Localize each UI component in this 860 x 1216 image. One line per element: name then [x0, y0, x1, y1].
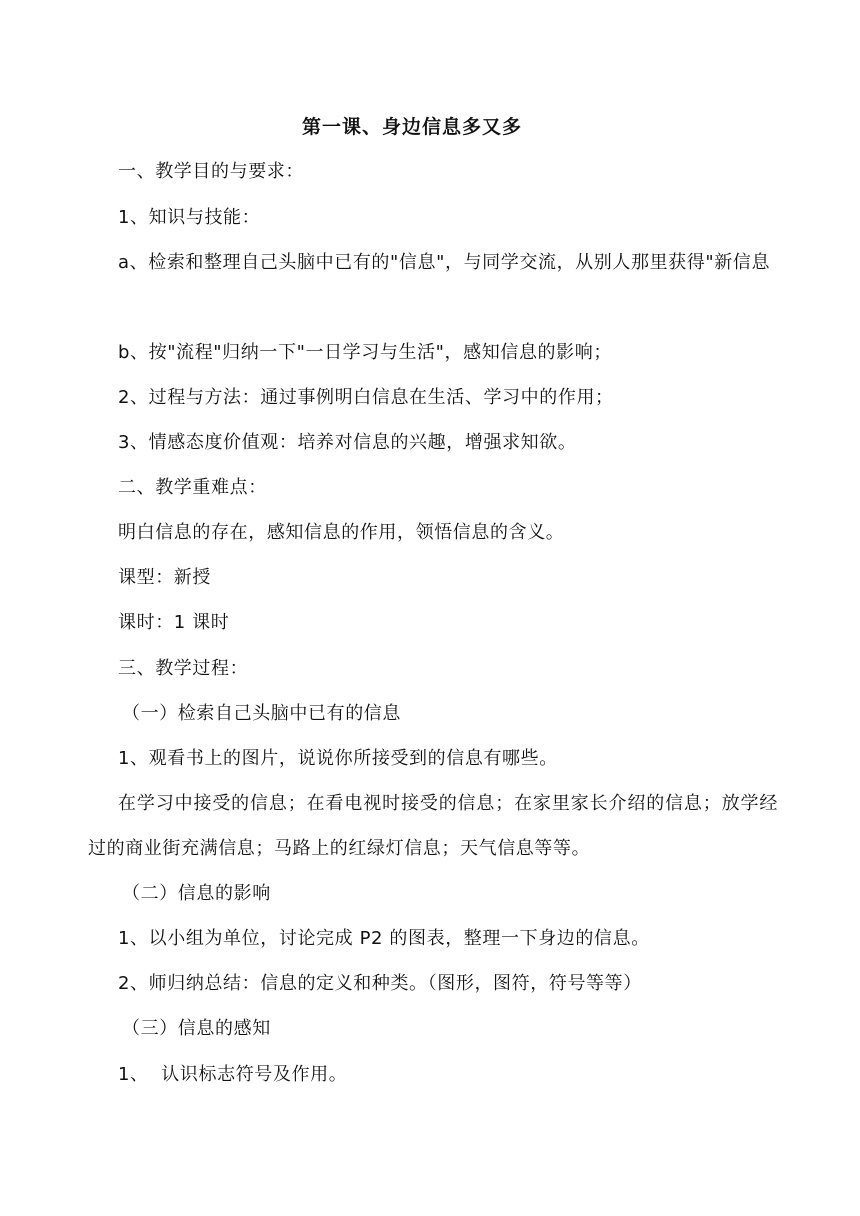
key-points-content: 明白信息的存在，感知信息的作用，领悟信息的含义。: [118, 522, 565, 543]
step1-examples: 在学习中接受的信息；在看电视时接受的信息；在家里家长介绍的信息；放学经过的商业街充满信息；马路上的红绿灯信息；天气信息等等。: [88, 793, 778, 859]
step2-item2: 2、师归纳总结：信息的定义和种类。（图形，图符，符号等等）: [118, 973, 642, 994]
key-points-heading: 二、教学重难点：: [118, 477, 267, 498]
step2-heading: （二）信息的影响: [122, 883, 271, 904]
process-method-line: 2、过程与方法：通过事例明白信息在生活、学习中的作用；: [118, 387, 614, 408]
objectives-heading: 一、教学目的与要求：: [118, 161, 304, 182]
knowledge-skills-heading: 1、知识与技能：: [118, 207, 261, 228]
step2-item1: 1、以小组为单位，讨论完成 P2 的图表，整理一下身边的信息。: [118, 928, 650, 949]
objective-item-b: b、按"流程"归纳一下"一日学习与生活"，感知信息的影响；: [118, 342, 612, 363]
objective-item-a: a、检索和整理自己头脑中已有的"信息"，与同学交流，从别人那里获得"新信息: [118, 252, 771, 273]
step3-item1: 1、 认识标志符号及作用。: [118, 1064, 348, 1085]
step3-heading: （三）信息的感知: [122, 1018, 271, 1039]
lesson-time: 课时：1 课时: [118, 612, 230, 633]
step1-item1: 1、观看书上的图片，说说你所接受到的信息有哪些。: [118, 748, 558, 769]
teaching-process-heading: 三、教学过程：: [118, 658, 249, 679]
lesson-type: 课型：新授: [118, 567, 211, 588]
document-title: 第一课、身边信息多又多: [301, 116, 522, 138]
emotion-values-line: 3、情感态度价值观：培养对信息的兴趣，增强求知欲。: [118, 432, 577, 453]
step1-heading: （一）检索自己头脑中已有的信息: [122, 703, 401, 724]
